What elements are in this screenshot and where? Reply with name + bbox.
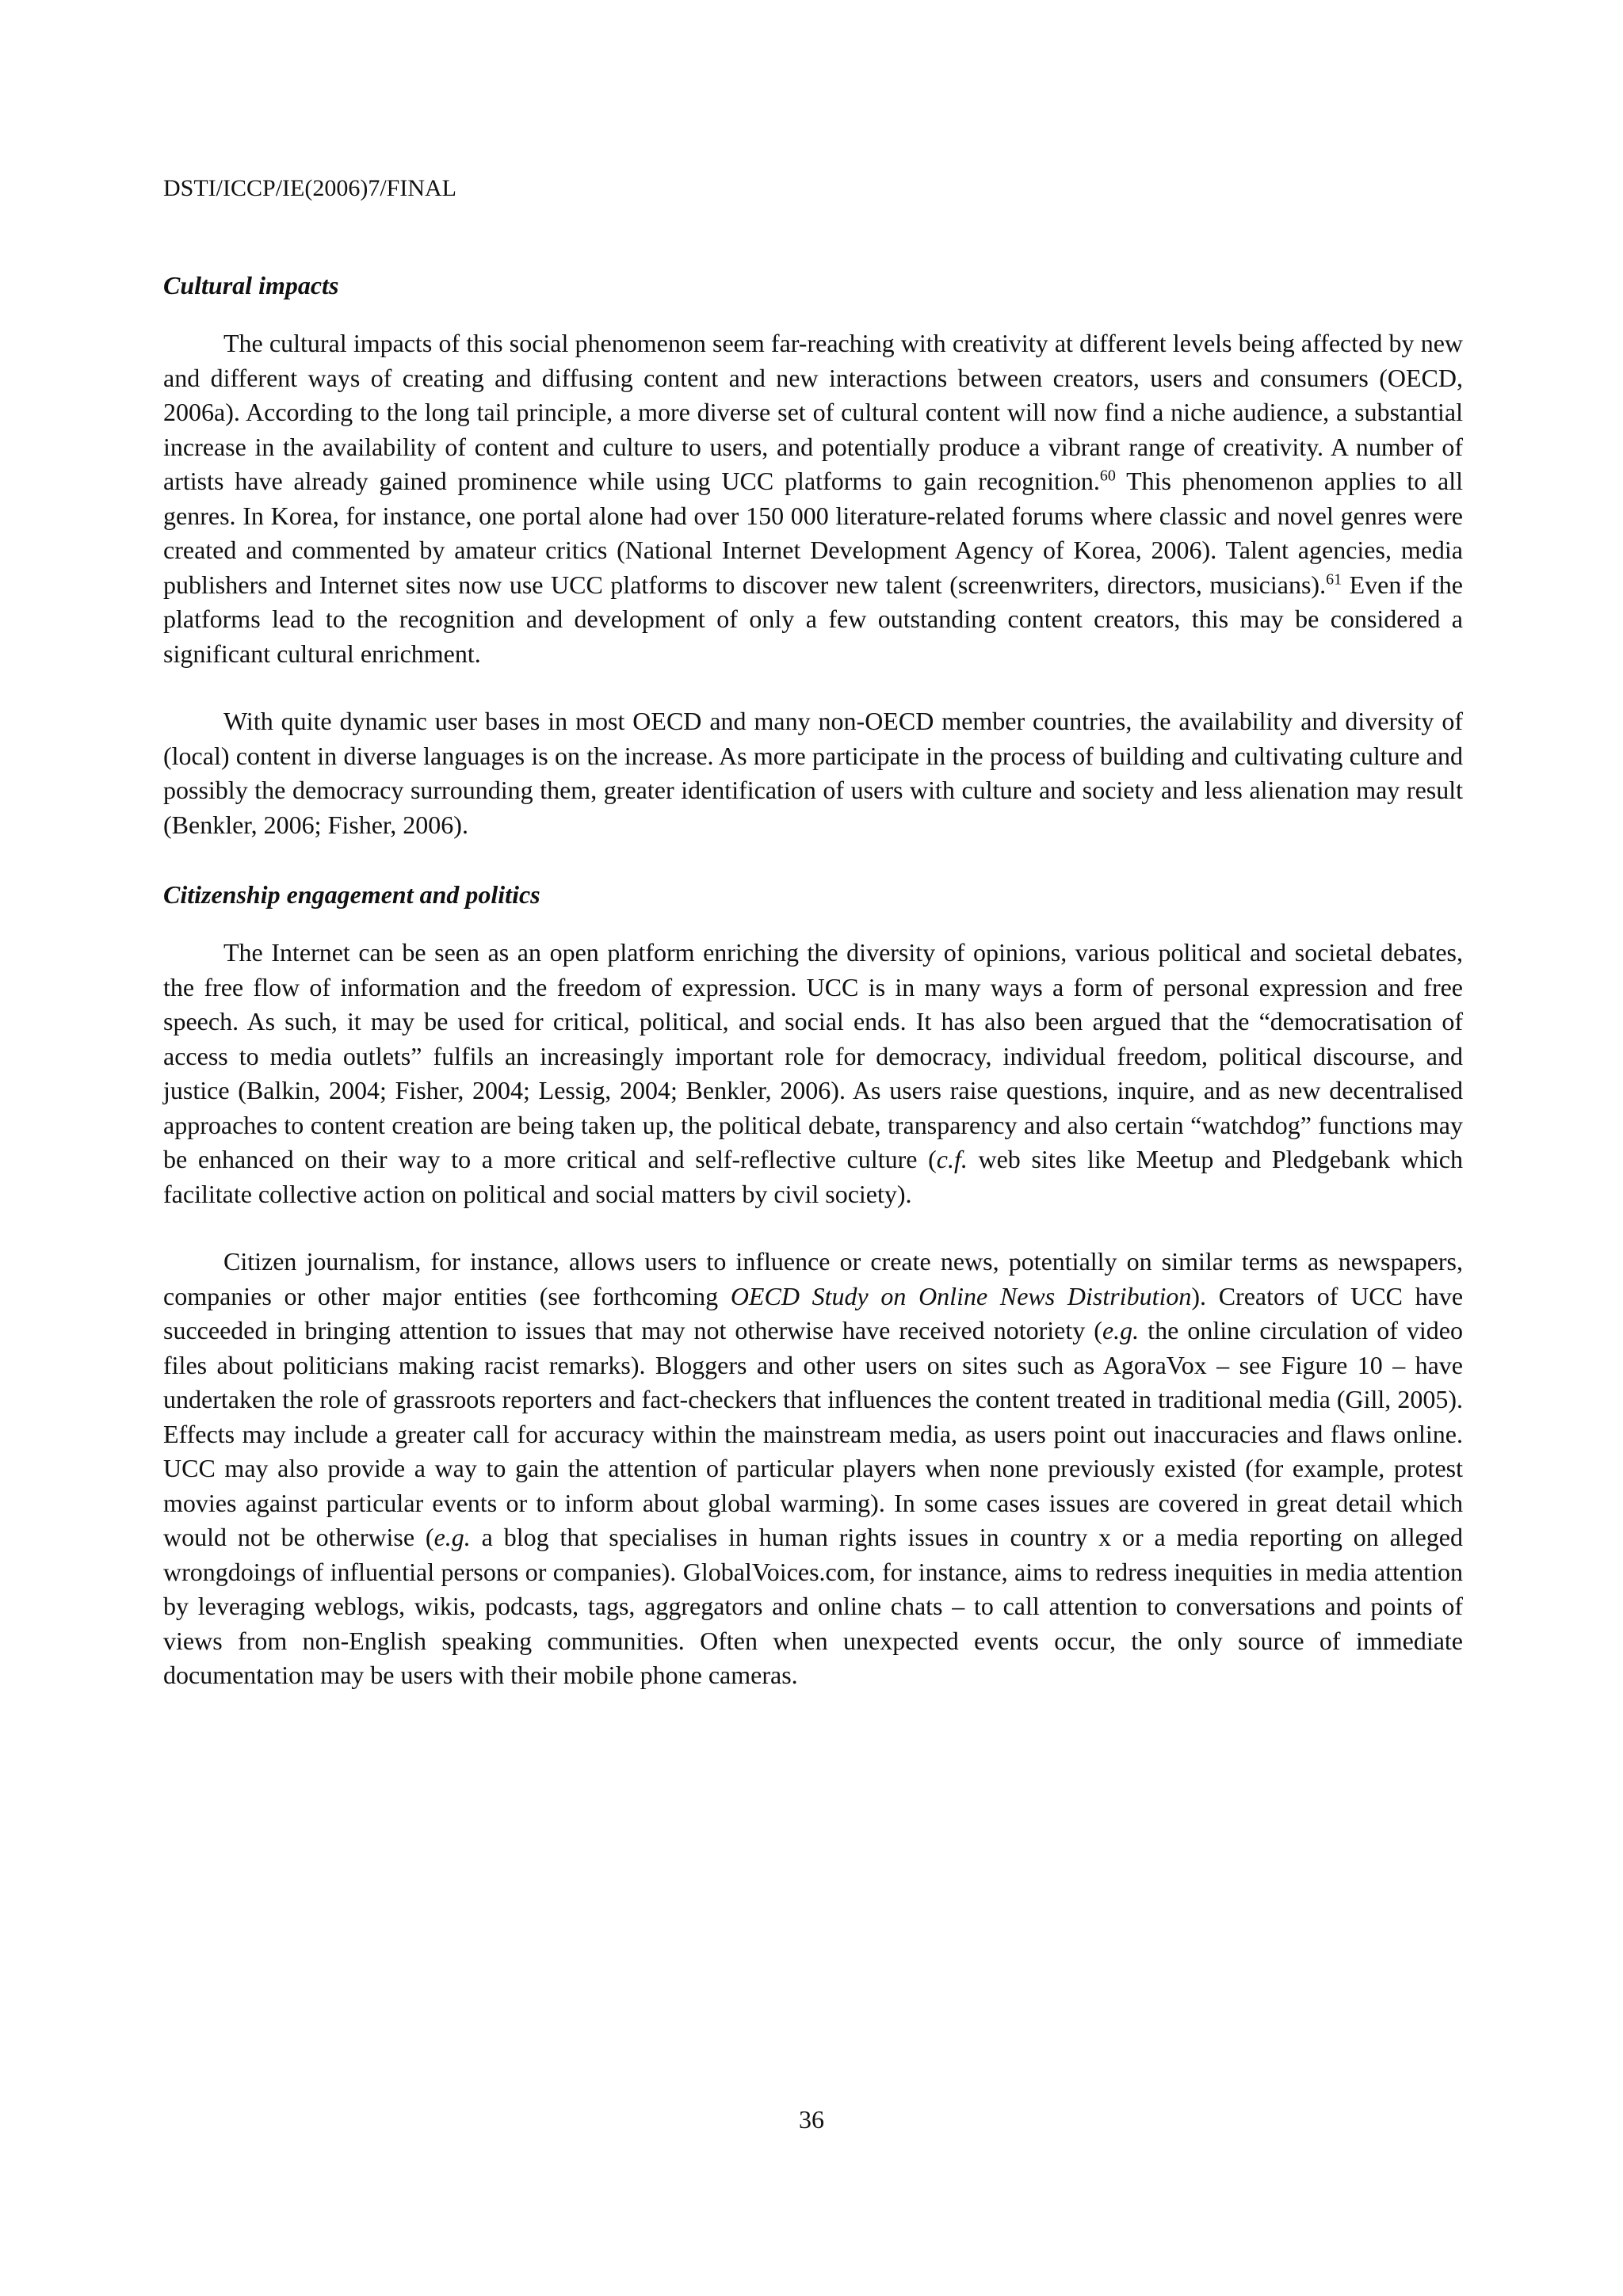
paragraph-text: ). Creators of UCC have succeeded in bringing attention to issues that may not otherwise have received notoriety ( — [163, 1281, 1464, 1344]
italic-title: OECD Study on Online News Distribution — [730, 1281, 1192, 1310]
section-heading-citizenship-engagement: Citizenship engagement and politics — [163, 880, 540, 909]
italic-abbreviation: c.f. — [936, 1145, 968, 1173]
italic-abbreviation: e.g. — [1102, 1316, 1140, 1344]
paragraph-text: Even if the platforms lead to the recognition and development of only a few outstanding content creators, this may be considered a significant cultural enrichment. — [163, 570, 1464, 668]
section-heading-cultural-impacts: Cultural impacts — [163, 271, 339, 299]
paragraph-text: Citizen journalism, for instance, allows users to influence or create news, potentially on similar terms as newspapers, companies or other major entities (see forthcoming — [163, 1247, 1463, 1310]
paragraph-text: a blog that specialises in human rights issues in country x or a media reporting on alleged wrongdoings of influential persons or companies). GlobalVoices.com, for instance, aims to redress inequities in media attention by leveraging weblogs, wikis, podcasts, tags, aggregators and online chats – to call attention to conversations and points of views from non-English speaking communities. Often when unexpected events occur, the only source of immediate documentation may be users with their mobile phone cameras. — [163, 1523, 1464, 1689]
document-id: DSTI/ICCP/IE(2006)7/FINAL — [163, 175, 456, 201]
paragraph — [163, 1245, 1463, 1693]
paragraph-text: web sites like Meetup and Pledgebank which facilitate collective action on political and social matters by civil society). — [163, 1145, 1464, 1208]
footnote-ref: 61 — [1326, 570, 1342, 588]
paragraph-text: With quite dynamic user bases in most OECD and many non-OECD member countries, the availability and diversity of (local) content in diverse languages is on the increase. As more participate in the process of building and cultivating culture and possibly the democracy surrounding them, greater identification of users with culture and society and less alienation may result (Benkler, 2006; Fisher, 2006). — [163, 707, 1463, 839]
paragraph — [163, 326, 1463, 671]
paragraph — [163, 704, 1463, 842]
italic-abbreviation: e.g. — [433, 1523, 471, 1551]
page-content — [163, 268, 1463, 1726]
page-number: 36 — [799, 2105, 824, 2134]
paragraph-text: the online circulation of video files about politicians making racist remarks). Bloggers and other users on sites such as AgoraVox – see Figure 10 – have undertaken the role of grassroots reporters and fact-checkers that influences the content treated in traditional media (Gill, 2005). Effects may include a greater call for accuracy within the mainstream media, as users point out inaccuracies and flaws online. UCC may also provide a way to gain the attention of particular players when none previously existed (for example, protest movies against particular events or to inform about global warming). In some cases issues are covered in great detail which would not be otherwise ( — [163, 1316, 1464, 1551]
paragraph-text: The Internet can be seen as an open platform enriching the diversity of opinions, various political and societal debates, the free flow of information and the freedom of expression. UCC is in many ways a form of personal expression and free speech. As such, it may be used for critical, political, and social ends. It has also been argued that the “democratisation of access to media outlets” fulfils an increasingly important role for democracy, individual freedom, political discourse, and justice (Balkin, 2004; Fisher, 2004; Lessig, 2004; Benkler, 2006). As users raise questions, inquire, and as new decentralised approaches to content creation are being taken up, the political debate, transparency and also certain “watchdog” functions may be enhanced on their way to a more critical and self-reflective culture ( — [163, 938, 1463, 1173]
paragraph-text: This phenomenon applies to all genres. In Korea, for instance, one portal alone had over 150 000 literature-related forums where classic and novel genres were created and commented by amateur critics (National Internet Development Agency of Korea, 2006). Talent agencies, media publishers and Internet sites now use UCC platforms to discover new talent (screenwriters, directors, musicians). — [163, 467, 1464, 599]
paragraph — [163, 936, 1463, 1211]
footnote-ref: 60 — [1099, 467, 1116, 485]
paragraph-text: The cultural impacts of this social phenomenon seem far-reaching with creativity at different levels being affected by new and different ways of creating and diffusing content and new interactions between creators, users and consumers (OECD, 2006a). According to the long tail principle, a more diverse set of cultural content will now find a niche audience, a substantial increase in the availability of content and culture to users, and potentially produce a vibrant range of creativity. A number of artists have already gained prominence while using UCC platforms to gain recognition. — [163, 329, 1463, 495]
